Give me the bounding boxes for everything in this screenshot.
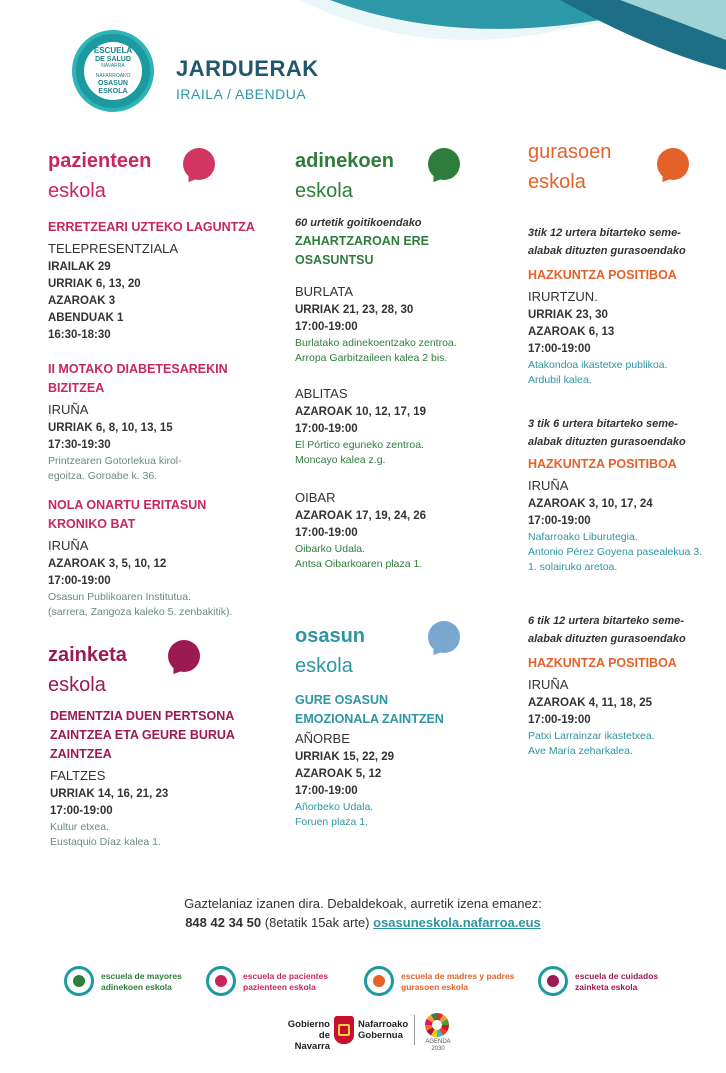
school-name: adinekoen (295, 150, 394, 172)
school-name: pazienteen (48, 150, 152, 172)
address-line: Antsa Oibarkoaren plaza 1. (295, 558, 423, 570)
schedule-line: AZAROAK 3 (48, 295, 116, 307)
course-block (48, 218, 278, 344)
course-place: IRUÑA (48, 402, 89, 417)
logo-line1: ESCUELA (93, 46, 133, 55)
course-block (528, 415, 723, 575)
school-logo-icon (206, 966, 236, 996)
divider (414, 1015, 415, 1045)
badge-line2: gurasoen eskola (401, 982, 469, 992)
school-word: eskola (295, 655, 353, 677)
schedule-line: 17:00-19:00 (50, 805, 113, 817)
gobierno-de-navarra-text (282, 1019, 330, 1052)
target-audience: alabak dituzten gurasoendako (528, 245, 686, 257)
agenda-line1: AGENDA (425, 1039, 451, 1045)
schedule-line: AZAROAK 5, 12 (295, 768, 382, 780)
schedule-line: URRIAK 15, 22, 29 (295, 751, 395, 763)
course-block (528, 224, 723, 388)
badge-line2: adinekoen eskola (101, 982, 172, 992)
course-block (48, 360, 278, 484)
course-title: HAZKUNTZA POSITIBOA (528, 457, 677, 471)
course-title: ZAHARTZAROAN ERE (295, 234, 430, 248)
badge-line2: zainketa eskola (575, 982, 638, 992)
address-line: Ardubil kalea. (528, 374, 592, 386)
speech-bubble-icon (428, 148, 460, 180)
schedule-line: 17:00-19:00 (295, 785, 358, 797)
schedule-line: 17:00-19:00 (295, 527, 358, 539)
agenda-line2: 2030 (431, 1046, 445, 1052)
school-word: eskola (528, 171, 586, 193)
course-place: IRUÑA (528, 677, 569, 692)
schedule-line: URRIAK 21, 23, 28, 30 (295, 304, 414, 316)
target-audience: alabak dituzten gurasoendako (528, 436, 686, 448)
course-title: ZAINTZEA (50, 747, 112, 761)
course-title: ZAINTZEA ETA GEURE BURUA (50, 728, 235, 742)
schedule-line: URRIAK 6, 8, 10, 13, 15 (48, 422, 173, 434)
course-title: DEMENTZIA DUEN PERTSONA (50, 709, 235, 723)
course-title: KRONIKO BAT (48, 517, 136, 531)
course-title: OSASUNTSU (295, 253, 374, 267)
session-block (295, 280, 525, 366)
address-line: (sarrera, Zangoza kaleko 5. zenbakitik). (48, 606, 233, 618)
speech-bubble-icon (183, 148, 215, 180)
address-line: Ave María zeharkalea. (528, 745, 633, 757)
schedule-line: 17:30-19:30 (48, 439, 111, 451)
course-title: NOLA ONARTU ERITASUN (48, 498, 207, 512)
school-word: eskola (295, 180, 353, 202)
target-audience: 3tik 12 urtera bitarteko seme- (528, 227, 681, 239)
agenda-2030-text (423, 1039, 453, 1053)
schedule-line: IRAILAK 29 (48, 261, 111, 273)
address-line: Kultur etxea. (50, 821, 109, 833)
course-block (528, 612, 723, 759)
pazienteen-eskola-heading (48, 150, 151, 202)
course-block (48, 496, 288, 620)
course-place: IRUÑA (528, 478, 569, 493)
speech-bubble-icon (428, 621, 460, 653)
address-line: Añorbeko Udala. (295, 801, 374, 813)
course-place: FALTZES (50, 768, 106, 783)
schedule-line: 17:00-19:00 (48, 575, 111, 587)
schedule-line: ABENDUAK 1 (48, 312, 124, 324)
schedule-line: AZAROAK 6, 13 (528, 326, 615, 338)
course-place: IRURTZUN. (528, 289, 598, 304)
gov-line2: de Navarra (294, 1030, 330, 1052)
address-line: Moncayo kalea z.g. (295, 454, 386, 466)
course-title: GURE OSASUN (295, 693, 389, 707)
zainketa-eskola-heading (48, 644, 127, 696)
address-line: El Pórtico eguneko zentroa. (295, 439, 424, 451)
schedule-line: 17:00-19:00 (528, 515, 591, 527)
address-line: Antonio Pérez Goyena pasealekua 3. (528, 546, 702, 558)
agenda-2030-icon (425, 1013, 449, 1037)
course-block (295, 691, 525, 830)
footer-contact (0, 915, 726, 930)
schedule-line: AZAROAK 17, 19, 24, 26 (295, 510, 427, 522)
address-line: Arropa Garbitzaileen kalea 2 bis. (295, 352, 448, 364)
schedule-line: 17:00-19:00 (295, 423, 358, 435)
gov-line3: Nafarroako (358, 1019, 409, 1030)
speech-bubble-icon (168, 640, 200, 672)
navarra-shield-icon (334, 1016, 354, 1044)
address-line: Printzearen Gotorlekua kirol- (48, 455, 182, 467)
schedule-line: 16:30-18:30 (48, 329, 111, 341)
address-line: Burlatako adinekoentzako zentroa. (295, 337, 457, 349)
badge-line2: pazienteen eskola (243, 982, 316, 992)
address-line: Oibarko Udala. (295, 543, 366, 555)
osasun-eskola-heading (295, 625, 365, 677)
target-audience: alabak dituzten gurasoendako (528, 633, 686, 645)
course-title: II MOTAKO DIABETESAREKIN (48, 362, 228, 376)
course-block (50, 707, 290, 850)
schedule-line: AZAROAK 3, 5, 10, 12 (48, 558, 167, 570)
target-audience: 60 urtetik goitikoendako (295, 217, 422, 229)
address-line: egoitza. Goroabe k. 36. (48, 470, 158, 482)
schedule-line: 17:00-19:00 (528, 343, 591, 355)
address-line: Atakondoa ikastetxe publikoa. (528, 359, 668, 371)
school-logo-icon (64, 966, 94, 996)
school-logo-icon (538, 966, 568, 996)
website-link[interactable]: osasuneskola.nafarroa.eus (373, 915, 541, 930)
target-audience: 6 tik 12 urtera bitarteko seme- (528, 615, 684, 627)
address-line: Foruen plaza 1. (295, 816, 368, 828)
school-logo-icon (364, 966, 394, 996)
course-place: IRUÑA (48, 538, 89, 553)
school-word: eskola (48, 180, 106, 202)
address-line: Patxi Larrainzar ikastetxea. (528, 730, 655, 742)
page-title: JARDUERAK (176, 56, 319, 81)
escuela-de-salud-logo (72, 30, 154, 112)
course-block (295, 214, 525, 270)
logo-line3: NAVARRA (101, 63, 125, 69)
adinekoen-eskola-heading (295, 150, 394, 202)
speech-bubble-icon (657, 148, 689, 180)
gov-line4: Gobernua (358, 1030, 403, 1041)
address-line: 1. solairuko aretoa. (528, 561, 618, 573)
gurasoen-eskola-heading (528, 141, 611, 193)
session-block (295, 382, 525, 468)
schedule-line: AZAROAK 4, 11, 18, 25 (528, 697, 652, 709)
schedule-line: URRIAK 23, 30 (528, 309, 608, 321)
schedule-line: 17:00-19:00 (528, 714, 591, 726)
course-place: TELEPRESENTZIALA (48, 241, 179, 256)
logo-line6: ESKOLA (98, 88, 128, 95)
address-line: Osasun Publikoaren Institutua. (48, 591, 192, 603)
course-title: EMOZIONALA ZAINTZEN (295, 712, 444, 726)
badge-line1: escuela de pacientes (243, 971, 329, 981)
schedule-line: URRIAK 6, 13, 20 (48, 278, 141, 290)
course-title: HAZKUNTZA POSITIBOA (528, 268, 677, 282)
badge-line1: escuela de madres y padres (401, 971, 515, 981)
school-word: eskola (48, 674, 106, 696)
schedule-line: URRIAK 14, 16, 21, 23 (50, 788, 169, 800)
schedule-line: 17:00-19:00 (295, 321, 358, 333)
course-place: ABLITAS (295, 386, 348, 401)
phone-number: 848 42 34 50 (185, 915, 262, 930)
nafarroako-gobernua-text (358, 1019, 408, 1041)
target-audience: 3 tik 6 urtera bitarteko seme- (528, 418, 678, 430)
badge-line1: escuela de mayores (101, 971, 182, 981)
schedule-line: AZAROAK 10, 12, 17, 19 (295, 406, 427, 418)
session-block (295, 486, 525, 572)
schedule-line: AZAROAK 3, 10, 17, 24 (528, 498, 653, 510)
school-name: osasun (295, 625, 366, 647)
address-line: Eustaquio Díaz kalea 1. (50, 836, 161, 848)
gov-line1: Gobierno (287, 1019, 330, 1030)
logo-line5: OSASUN (98, 80, 128, 87)
school-name: zainketa (48, 644, 127, 666)
logo-line4: NAFARROAKO (95, 73, 131, 79)
course-title: HAZKUNTZA POSITIBOA (528, 656, 677, 670)
footer-note: Gaztelaniaz izanen dira. Debaldekoak, aurretik izena emanez: (184, 896, 542, 911)
course-place: OIBAR (295, 490, 336, 505)
course-title: BIZITZEA (48, 381, 105, 395)
course-place: BURLATA (295, 284, 354, 299)
course-title: ERRETZEARI UZTEKO LAGUNTZA (48, 220, 255, 234)
course-place: AÑORBE (295, 731, 350, 746)
phone-hours: (8etatik 15ak arte) (264, 915, 370, 930)
logo-line2: DE SALUD (95, 56, 131, 63)
page-subtitle: IRAILA / ABENDUA (176, 86, 307, 102)
badge-line1: escuela de cuidados (575, 971, 659, 981)
school-name: gurasoen (528, 141, 612, 163)
address-line: Nafarroako Liburutegia. (528, 531, 638, 543)
